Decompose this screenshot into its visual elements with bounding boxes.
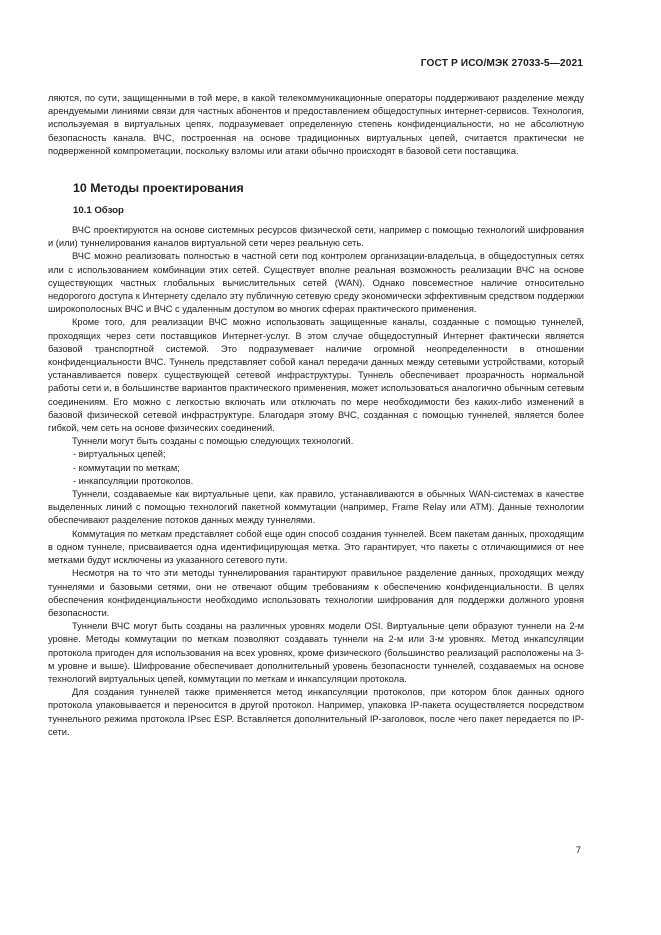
paragraph: Туннели, создаваемые как виртуальные цепи, как правило, устанавливаются в обычных WAN-системах в качестве выделенных линий с помощью технологий пакетной коммутации (например, Frame Relay или ATM). Данные технологии обеспечивают разделение потоков данных между туннелями.: [48, 489, 584, 526]
paragraph: ВЧС можно реализовать полностью в частной сети под контролем организации-владельца, в общедоступных сетях или с использованием комбинации этих сетей. Существует вполне реальная возможность реализации ВЧС на основе существующих частных глобальных вычислительных сетей (WAN). Однако повсеместное наличие относительно недорогого доступа к Интернету сделало эту публичную сетевую среду экономически эффективным средством поддержки широкополосных ВЧС и ВЧС с удаленным доступом во многих сферах практического применения.: [48, 251, 584, 315]
subsection-title: 10.1 Обзор: [73, 205, 124, 217]
paragraph: ВЧС проектируются на основе системных ресурсов физической сети, например с помощью технологий шифрования и (или) туннелирования каналов виртуальной сети через реальную сеть.: [48, 225, 584, 249]
paragraph: Кроме того, для реализации ВЧС можно использовать защищенные каналы, созданные с помощью туннелей, проходящих через сети поставщиков Интернет-услуг. В этом случае общедоступный Интернет фактически является базовой транспортной системой. Это подразумевает наличие огромной неопределенности в отношении конфиденциальности ВЧС. Туннель представляет собой канал передачи данных между сетевыми устройствами, который устанавливается поверх существующей сетевой инфраструктуры. Туннель обеспечивает прозрачность нормальной работы сети и, в большинстве вариантов практического применения, может использоваться аналогично обычным сетевым соединениям. Его можно с легкостью включать или отключать по мере необходимости без каких-либо изменений в базовой физической сетевой инфраструктуре. Благодаря этому ВЧС, созданная с помощью туннелей, является более гибкой, чем сеть на основе физических соединений.: [48, 317, 584, 434]
technology-list: [48, 448, 584, 488]
page-content: [48, 92, 584, 739]
paragraph: Несмотря на то что эти методы туннелирования гарантируют правильное разделение данных, проходящих между туннелями и базовыми сетями, они не отвечают общим требованиям к обеспечению конфиденциальности. В целях обеспечения конфиденциальности необходимо использовать технологии шифрования для поддержки должного уровня безопасности.: [48, 568, 584, 618]
list-item: - коммутации по меткам;: [73, 462, 180, 473]
paragraph: Туннели ВЧС могут быть созданы на различных уровнях модели OSI. Виртуальные цепи образуют туннели на 2-м уровне. Методы коммутации по меткам позволяют создавать туннели на 2-м или 3-м уровнях. Метод инкапсуляции протокола пригоден для использования на всех уровнях, кроме физического (большинство реализаций расположены на 3-м уровне и выше). Шифрование обеспечивает дополнительный уровень безопасности туннелей, создаваемых на основе технологий виртуальных цепей, коммутации по меткам и инкапсуляции протокола.: [48, 621, 584, 684]
document-header: ГОСТ Р ИСО/МЭК 27033-5—2021: [420, 58, 583, 69]
paragraph: Коммутация по меткам представляет собой еще один способ создания туннелей. Всем пакетам данных, проходящим в одном туннеле, присваивается одна идентифицирующая метка. Это гарантирует, что пакеты с отличающимися от нее метками будут исключены из указанного сетевого пути.: [48, 528, 584, 566]
list-item: - инкапсуляции протоколов.: [73, 475, 194, 486]
section-title: 10 Методы проектирования: [73, 181, 244, 196]
list-item: - виртуальных цепей;: [73, 449, 166, 460]
paragraph: Для создания туннелей также применяется метод инкапсуляции протоколов, при котором блок данных одного протокола упаковывается и переносится в другой протокол. Например, упаковка IP-пакета осуществляется посредством туннельного режима протокола IPsec ESP. Вставляется дополнительный IP-заголовок, после чего пакет передается по IP-сети.: [48, 687, 584, 737]
page-number: 7: [575, 845, 581, 856]
paragraph-continuation: ляются, по сути, защищенными в той мере, в какой телекоммуникационные операторы поддерживают разделение между арендуемыми линиями связи для частных абонентов и предоставлением общедоступных интернет-сервисов. Технология, используемая в виртуальных цепях, подразумевает определенную степень конфиденциальности, но не абсолютную безопасность канала. ВЧС, построенная на основе традиционных виртуальных цепей, считается практически не подверженной компрометации, поскольку взломы или атаки обычно происходят в базовой сети поставщика.: [48, 93, 584, 156]
paragraph: Туннели могут быть созданы с помощью следующих технологий.: [72, 436, 354, 447]
